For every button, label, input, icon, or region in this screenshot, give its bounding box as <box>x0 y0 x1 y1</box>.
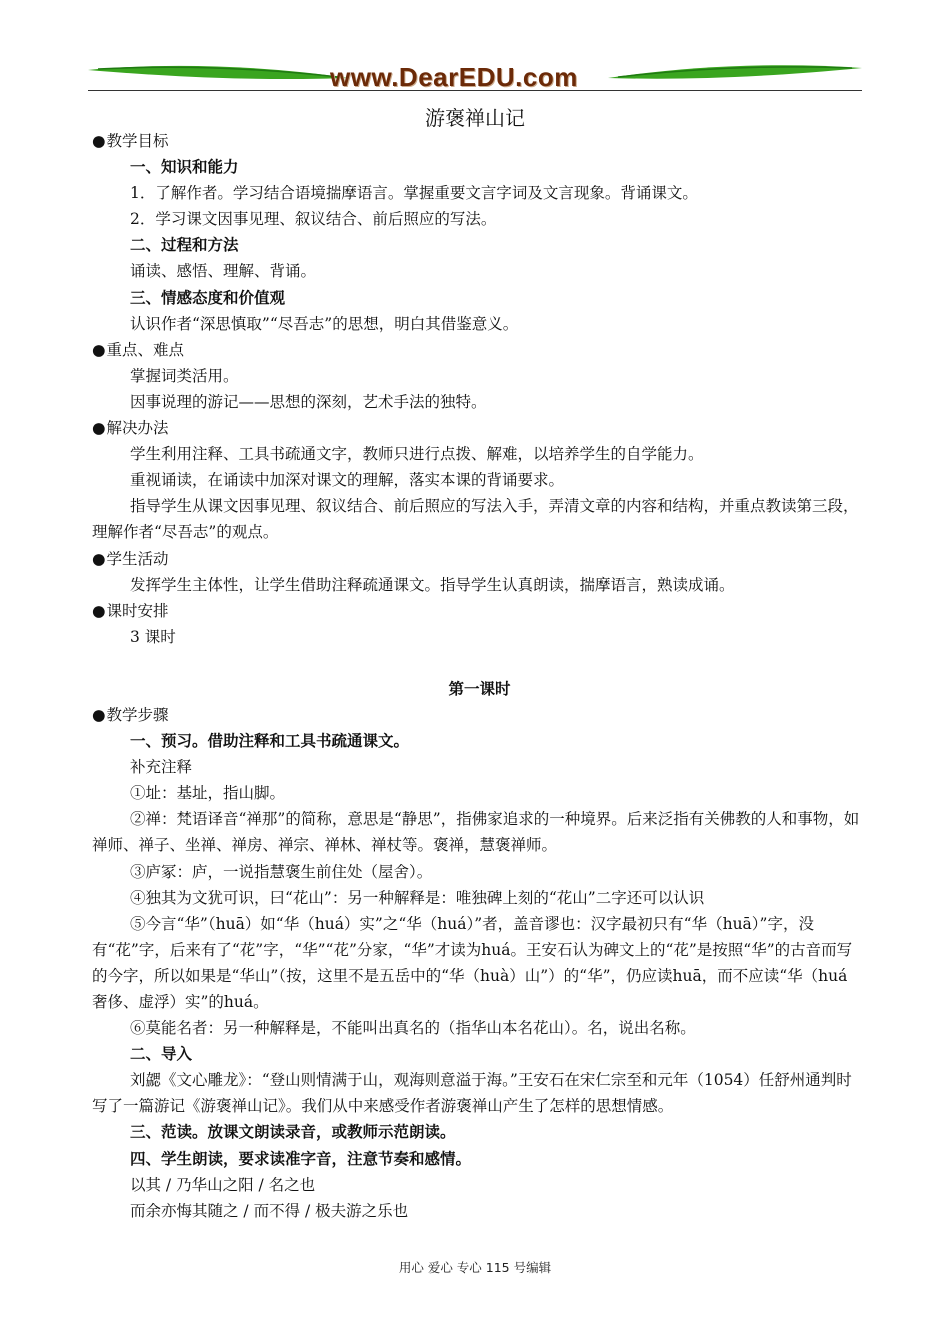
paragraph: 3 课时 <box>130 627 176 646</box>
paragraph: 学生利用注释、工具书疏通文字，教师只进行点拨、解难，以培养学生的自学能力。 <box>130 445 704 464</box>
section-heading-steps: ● 教学步骤 <box>92 702 867 728</box>
subheading-process: 二、过程和方法 <box>130 235 239 255</box>
note-item: ②禅：梵语译音“禅那”的简称，意思是“静思”，指佛家追求的一种境界。后来泛指有关佛教的人和事物，如禅师、禅子、坐禅、禅房、禅宗、禅林、禅杖等。褒禅，慧褒禅师。 <box>92 810 860 855</box>
site-logo-text: www.DearEDU.com <box>330 62 578 92</box>
paragraph: 1．了解作者。学习结合语境揣摩语言。掌握重要文言字词及文言现象。背诵课文。 <box>130 184 698 203</box>
section-heading-activity: ● 学生活动 <box>92 546 867 572</box>
lesson-title: 第一课时 <box>448 678 511 698</box>
note-item: ③庐冢：庐，一说指慧褒生前住处（屋舍）。 <box>130 862 433 881</box>
section-heading-focus: ● 重点、难点 <box>92 337 867 363</box>
paragraph: 重视诵读，在诵读中加深对课文的理解，落实本课的背诵要求。 <box>130 471 565 490</box>
paragraph: 指导学生从课文因事见理、叙议结合、前后照应的写法入手，弄清文章的内容和结构，并重点教读第三段，理解作者“尽吾志”的观点。 <box>92 497 859 542</box>
leaf-decoration-right <box>608 65 862 78</box>
page-footer: 用心 爱心 专心 115 号编辑 <box>398 1260 552 1275</box>
paragraph: 诵读、感悟、理解、背诵。 <box>130 262 317 281</box>
header-rule <box>88 90 862 91</box>
step-heading-preview: 一、预习。借助注释和工具书疏通课文。 <box>130 731 410 751</box>
paragraph: 因事说理的游记——思想的深刻，艺术手法的独特。 <box>130 392 487 411</box>
page-title: 游褒禅山记 <box>425 106 525 130</box>
document-body <box>92 128 867 1224</box>
section-heading-goals: ● 教学目标 <box>92 128 867 154</box>
step-heading-student-reading: 四、学生朗读，要求读准字音，注意节奏和感情。 <box>130 1148 472 1168</box>
step-heading-intro: 二、导入 <box>130 1044 193 1064</box>
step-heading-model-reading: 三、范读。放课文朗读录音，或教师示范朗读。 <box>130 1122 456 1142</box>
reading-line: 而余亦悔其随之 / 而不得 / 极夫游之乐也 <box>130 1201 409 1220</box>
note-item: ①址：基址，指山脚。 <box>130 784 286 803</box>
reading-line: 以其 / 乃华山之阳 / 名之也 <box>130 1175 316 1194</box>
paragraph: 掌握词类活用。 <box>130 366 239 385</box>
leaf-decoration-left <box>88 66 348 79</box>
section-heading-solution: ● 解决办法 <box>92 415 867 441</box>
note-item: ④独其为文犹可识，曰“花山”：另一种解释是：唯独碑上刻的“花山”二字还可以认识 <box>130 888 705 907</box>
subheading-knowledge: 一、知识和能力 <box>130 157 239 177</box>
paragraph: 刘勰《文心雕龙》：“登山则情满于山，观海则意溢于海。”王安石在宋仁宗至和元年（1054）任舒州通判时写了一篇游记《游褒禅山记》。我们从中来感受作者游褒禅山产生了怎样的思想情感。 <box>92 1071 852 1116</box>
note-item: ⑤今言“华”（huā）如“华（huá）实”之“华（huá）”者，盖音谬也：汉字最初只有“华（huā）”字，没有“花”字，后来有了“花”字，“华”“花”分家，“华”才读为huá。王安石认为碑文上的“花”是按照“华”的古音而写的今字，所以如果是“华山”（按，这里不是五岳中的“华（huà）山”）的“华”，仍应读huā，而不应读“华（huá 奢侈、虚浮）实”的huá。 <box>92 914 853 1011</box>
paragraph: 2．学习课文因事见理、叙议结合、前后照应的写法。 <box>130 210 497 229</box>
note-item: ⑥莫能名者：另一种解释是，不能叫出真名的（指华山本名花山）。名，说出名称。 <box>130 1019 696 1038</box>
section-heading-schedule: ● 课时安排 <box>92 598 867 624</box>
subheading-attitude: 三、情感态度和价值观 <box>130 287 286 307</box>
subheading-notes: 补充注释 <box>130 758 193 777</box>
paragraph: 发挥学生主体性，让学生借助注释疏通课文。指导学生认真朗读，揣摩语言，熟读成诵。 <box>130 575 735 594</box>
paragraph: 认识作者“深思慎取”“尽吾志”的思想，明白其借鉴意义。 <box>130 314 519 333</box>
